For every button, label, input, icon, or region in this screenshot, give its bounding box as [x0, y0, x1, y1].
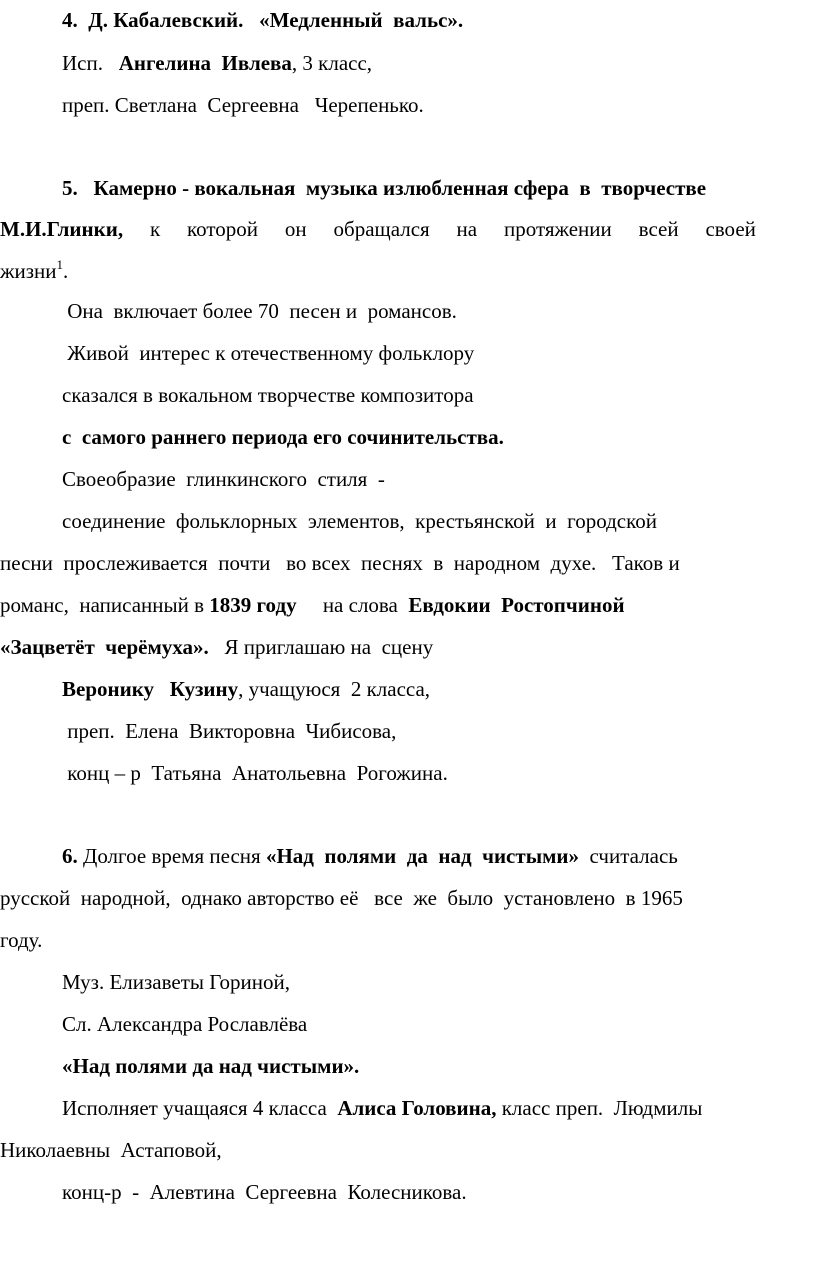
item5-line6: сказался в вокальном творчестве композитора: [62, 383, 474, 407]
item5-year: 1839 году: [209, 593, 297, 617]
item6-line1: [62, 846, 678, 867]
item4-teacher: преп. Светлана Сергеевна Черепенько.: [62, 93, 424, 117]
item5-heading: 5. Камерно - вокальная музыка излюбленная сфера в творчестве: [62, 176, 707, 200]
footnote-mark[interactable]: 1: [56, 257, 64, 272]
item5-performer-name: Веронику Кузину: [62, 677, 239, 701]
item6-line7: [62, 1098, 702, 1119]
item6-line7-c: класс преп. Людмилы: [496, 1096, 703, 1120]
item5-word: своей: [705, 217, 756, 241]
performer-suffix: , 3 класс,: [291, 51, 373, 75]
item5-line11-a: романс, написанный в: [0, 593, 210, 617]
item5-line4: Она включает более 70 песен и романсов.: [62, 299, 457, 323]
performer-prefix: Исп.: [62, 51, 119, 75]
item6-song-title: «Над полями да над чистыми»: [265, 844, 579, 868]
item5-word: протяжении: [503, 217, 612, 241]
item5-line14: преп. Елена Викторовна Чибисова,: [62, 719, 397, 743]
item5-word: к: [149, 217, 161, 241]
item5-line3: [0, 257, 69, 283]
item4-performer: [62, 53, 372, 74]
item5-line11: [0, 595, 625, 616]
item5-line13: [62, 679, 430, 700]
item6-line9: конц-р - Алевтина Сергеевна Колесникова.: [62, 1180, 467, 1204]
item5-line9: соединение фольклорных элементов, крестьянской и городской: [62, 509, 657, 533]
item6-line8: Николаевны Астаповой,: [0, 1138, 222, 1162]
item5-line13-b: , учащуюся 2 класса,: [238, 677, 431, 701]
item6-line4: Муз. Елизаветы Гориной,: [62, 970, 291, 994]
item6-line1-c: считалась: [579, 844, 678, 868]
item5-word: обращался: [333, 217, 430, 241]
item5-poet: Евдокии Ростопчиной: [408, 593, 625, 617]
item5-line15: конц – р Татьяна Анатольевна Рогожина.: [62, 761, 448, 785]
item5-word: на: [456, 217, 478, 241]
item5-word: он: [284, 217, 307, 241]
item6-line7-a: Исполняет учащаяся 4 класса: [62, 1096, 338, 1120]
item6-num: 6.: [62, 844, 78, 868]
item5-line2: [0, 219, 756, 240]
item5-line7: с самого раннего периода его сочинительства.: [62, 425, 504, 449]
item6-line3: году.: [0, 928, 43, 952]
item5-song-title: «Зацветёт черёмуха».: [0, 635, 209, 659]
item5-line3-end: .: [63, 259, 69, 283]
item5-line12: [0, 637, 433, 658]
item6-line1-a: Долгое время песня: [77, 844, 266, 868]
item6-performer-name: Алиса Головина,: [337, 1096, 497, 1120]
item5-line11-c: на слова: [296, 593, 409, 617]
item5-line8: Своеобразие глинкинского стиля -: [62, 467, 385, 491]
item5-line2-bold: М.И.Глинки,: [0, 217, 124, 241]
item4-heading: 4. Д. Кабалевский. «Медленный вальс».: [62, 8, 464, 32]
item5-line12-b: Я приглашаю на сцену: [208, 635, 434, 659]
item5-word: всей: [638, 217, 679, 241]
item5-word: которой: [187, 217, 259, 241]
item5-line3-text: жизни: [0, 259, 57, 283]
item6-line6: «Над полями да над чистыми».: [62, 1054, 360, 1078]
item5-line5: Живой интерес к отечественному фольклору: [62, 341, 475, 365]
item5-line10: песни прослеживается почти во всех песнях в народном духе. Таков и: [0, 551, 680, 575]
item6-line5: Сл. Александра Рославлёва: [62, 1012, 308, 1036]
item6-line2: русской народной, однако авторство её все же было установлено в 1965: [0, 886, 683, 910]
performer-name: Ангелина Ивлева: [118, 51, 292, 75]
